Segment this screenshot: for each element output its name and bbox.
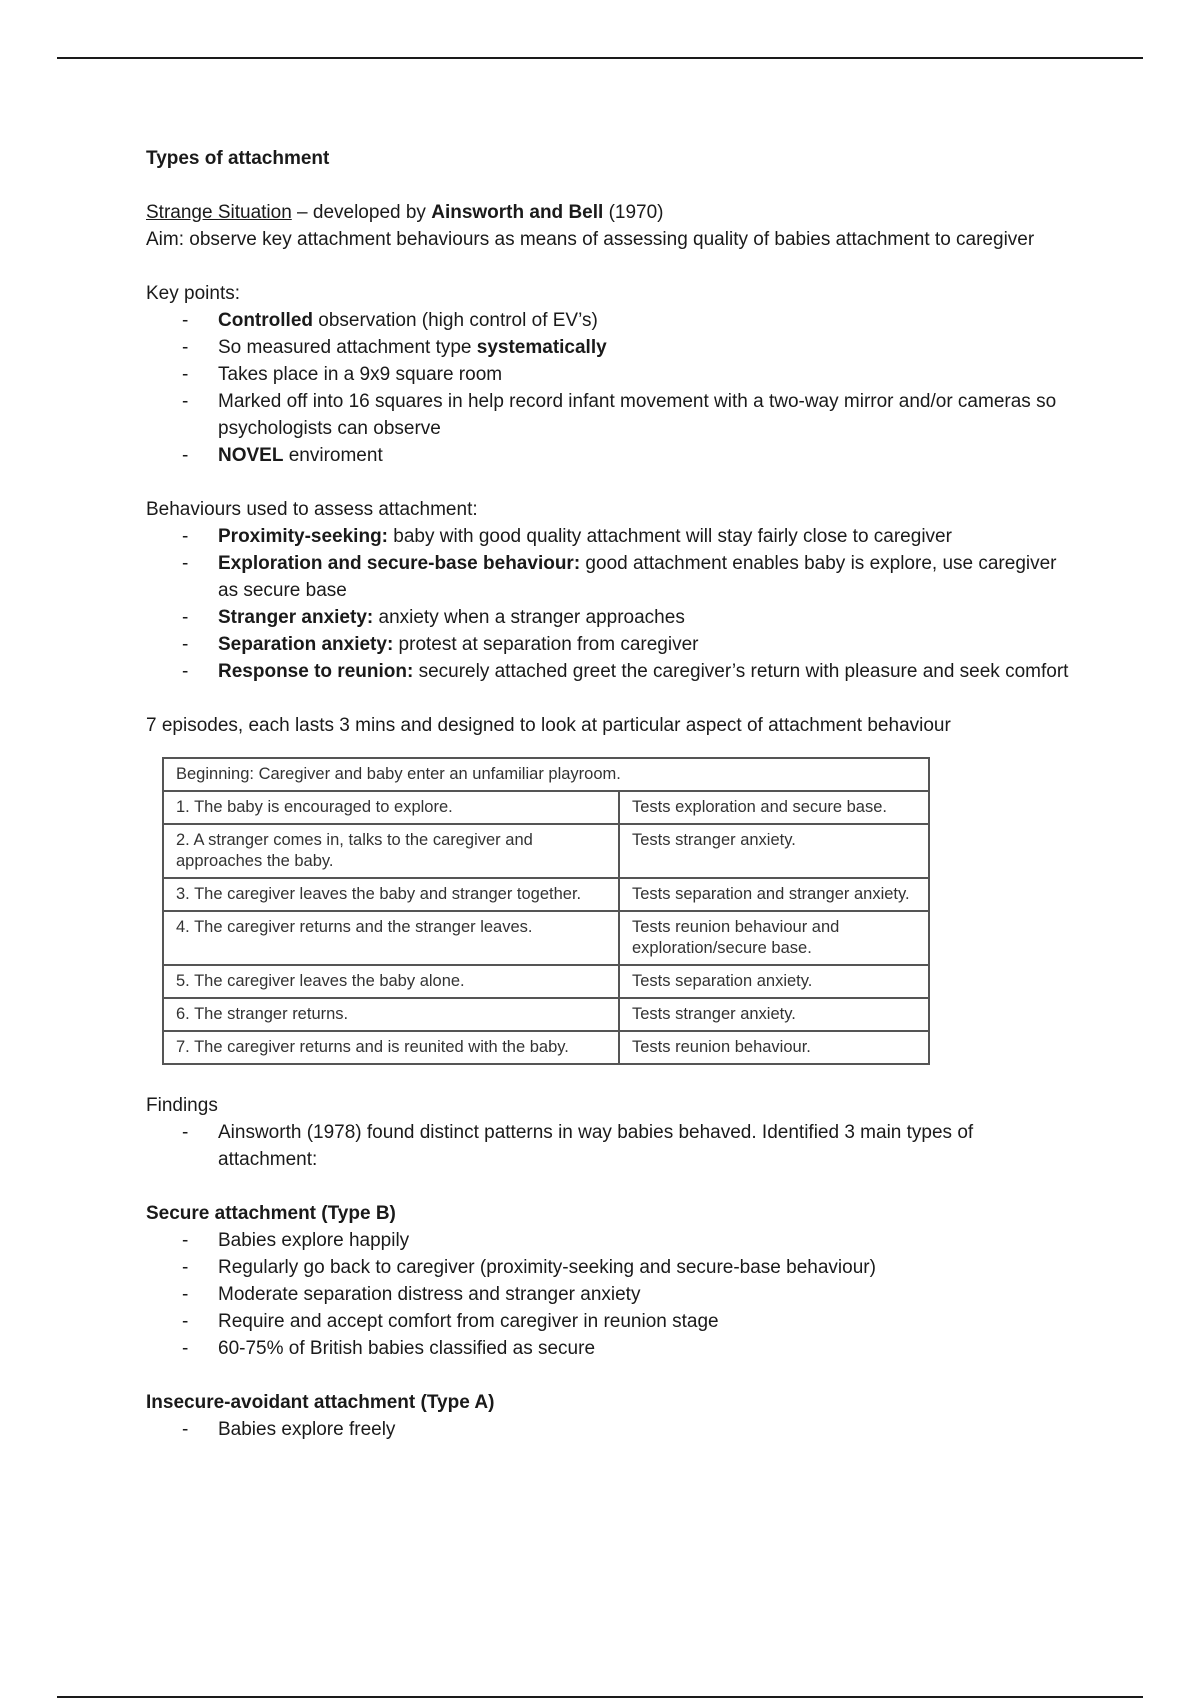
behaviours-list <box>146 523 1076 685</box>
episode-text: The caregiver leaves the baby alone. <box>194 972 465 990</box>
bullet-dash: - <box>182 553 189 574</box>
item-bold: Response to reunion: <box>218 661 414 682</box>
item-bold: Stranger anxiety: <box>218 607 374 628</box>
episode-number: 5. <box>176 972 190 990</box>
episode-text: The caregiver leaves the baby and stranger together. <box>194 885 582 903</box>
episode-number: 1. <box>176 798 190 816</box>
table-row <box>163 965 929 998</box>
secure-list <box>146 1227 1076 1362</box>
bullet-dash: - <box>182 1419 189 1440</box>
table-cell-episode <box>163 965 619 998</box>
list-item <box>146 604 1076 631</box>
strange-situation-authors: Ainsworth and Bell <box>431 202 604 223</box>
bullet-dash: - <box>182 364 189 385</box>
document-body <box>146 145 1076 1443</box>
item-text: Regularly go back to caregiver (proximity-seeking and secure-base behaviour) <box>218 1257 876 1278</box>
item-bold: Exploration and secure-base behaviour: <box>218 553 581 574</box>
episode-text: A stranger comes in, talks to the caregiver and approaches the baby. <box>176 831 533 870</box>
item-text: Babies explore happily <box>218 1230 410 1251</box>
episode-text: The stranger returns. <box>194 1005 349 1023</box>
item-bold: Separation anxiety: <box>218 634 394 655</box>
table-cell-test: Tests reunion behaviour and exploration/secure base. <box>619 911 929 965</box>
table-cell-test: Tests stranger anxiety. <box>619 824 929 878</box>
list-item <box>146 388 1076 442</box>
bullet-dash: - <box>182 391 189 412</box>
table-cell-episode <box>163 998 619 1031</box>
item-bold: Controlled <box>218 310 313 331</box>
list-item <box>146 631 1076 658</box>
episode-number: 3. <box>176 885 190 903</box>
table-row <box>163 998 929 1031</box>
strange-situation-sep: – developed by <box>291 202 432 223</box>
list-item <box>146 334 1076 361</box>
item-text: Ainsworth (1978) found distinct patterns in way babies behaved. Identified 3 main types of attachment: <box>218 1122 974 1170</box>
table-cell-test: Tests reunion behaviour. <box>619 1031 929 1064</box>
bullet-dash: - <box>182 1338 189 1359</box>
bullet-dash: - <box>182 337 189 358</box>
list-item <box>146 1308 1076 1335</box>
key-points-heading: Key points: <box>146 283 240 304</box>
bullet-dash: - <box>182 445 189 466</box>
episode-text: The caregiver returns and is reunited with the baby. <box>194 1038 569 1056</box>
avoidant-list <box>146 1416 1076 1443</box>
table-cell-episode <box>163 791 619 824</box>
avoidant-heading: Insecure-avoidant attachment (Type A) <box>146 1392 495 1413</box>
item-text: anxiety when a stranger approaches <box>373 607 685 628</box>
bullet-dash: - <box>182 661 189 682</box>
strange-situation-table <box>162 757 930 1065</box>
episode-number: 4. <box>176 918 190 936</box>
episodes-text: 7 episodes, each lasts 3 mins and designed to look at particular aspect of attachment behaviour <box>146 715 951 736</box>
table-cell-episode <box>163 824 619 878</box>
table-cell-episode <box>163 911 619 965</box>
list-item <box>146 1254 1076 1281</box>
episode-number: 6. <box>176 1005 190 1023</box>
strange-situation-label: Strange Situation <box>146 202 292 223</box>
findings-heading: Findings <box>146 1095 218 1116</box>
item-text: Marked off into 16 squares in help record infant movement with a two-way mirror and/or cameras so psychologists can observe <box>218 391 1057 439</box>
item-bold: systematically <box>476 337 607 358</box>
item-text: good attachment enables baby is explore, use caregiver as secure base <box>218 553 1057 601</box>
list-item <box>146 307 1076 334</box>
bullet-dash: - <box>182 310 189 331</box>
bullet-dash: - <box>182 1311 189 1332</box>
findings-list <box>146 1119 1076 1173</box>
episode-number: 2. <box>176 831 190 849</box>
list-item <box>146 442 1076 469</box>
item-text: securely attached greet the caregiver’s return with pleasure and seek comfort <box>413 661 1069 682</box>
bullet-dash: - <box>182 607 189 628</box>
list-item <box>146 361 1076 388</box>
bullet-dash: - <box>182 526 189 547</box>
item-bold: Proximity-seeking: <box>218 526 388 547</box>
table-row <box>163 1031 929 1064</box>
episode-number: 7. <box>176 1038 190 1056</box>
item-text: Takes place in a 9x9 square room <box>218 364 503 385</box>
item-text: baby with good quality attachment will stay fairly close to caregiver <box>388 526 952 547</box>
list-item <box>146 1281 1076 1308</box>
item-text: Moderate separation distress and stranger anxiety <box>218 1284 641 1305</box>
key-points-list <box>146 307 1076 469</box>
table-cell-test: Tests stranger anxiety. <box>619 998 929 1031</box>
table-row <box>163 824 929 878</box>
list-item <box>146 1416 1076 1443</box>
bullet-dash: - <box>182 1230 189 1251</box>
strange-situation-year: (1970) <box>603 202 664 223</box>
table-cell-episode <box>163 1031 619 1064</box>
table-cell-test: Tests separation and stranger anxiety. <box>619 878 929 911</box>
list-item <box>146 1227 1076 1254</box>
bottom-rule <box>57 1696 1143 1698</box>
page-title: Types of attachment <box>146 148 330 169</box>
item-text: enviroment <box>283 445 383 466</box>
list-item <box>146 1335 1076 1362</box>
item-bold: NOVEL <box>218 445 284 466</box>
list-item <box>146 550 1076 604</box>
table-row <box>163 878 929 911</box>
table-cell-episode <box>163 878 619 911</box>
bullet-dash: - <box>182 634 189 655</box>
table-cell-test: Tests exploration and secure base. <box>619 791 929 824</box>
table-header-cell: Beginning: Caregiver and baby enter an unfamiliar playroom. <box>163 758 929 791</box>
item-text: So measured attachment type <box>218 337 477 358</box>
item-text: protest at separation from caregiver <box>393 634 699 655</box>
behaviours-heading: Behaviours used to assess attachment: <box>146 499 478 520</box>
bullet-dash: - <box>182 1284 189 1305</box>
secure-heading: Secure attachment (Type B) <box>146 1203 396 1224</box>
list-item <box>146 658 1076 685</box>
list-item <box>146 1119 1076 1173</box>
top-rule <box>57 57 1143 59</box>
table-row <box>163 911 929 965</box>
bullet-dash: - <box>182 1257 189 1278</box>
episode-text: The baby is encouraged to explore. <box>194 798 453 816</box>
aim-text: Aim: observe key attachment behaviours as means of assessing quality of babies attachment to caregiver <box>146 229 1035 250</box>
item-text: Require and accept comfort from caregiver in reunion stage <box>218 1311 719 1332</box>
strange-situation-line <box>146 199 1076 226</box>
item-text: observation (high control of EV’s) <box>313 310 598 331</box>
table-row <box>163 791 929 824</box>
episode-text: The caregiver returns and the stranger leaves. <box>194 918 533 936</box>
item-text: 60-75% of British babies classified as secure <box>218 1338 596 1359</box>
bullet-dash: - <box>182 1122 189 1143</box>
list-item <box>146 523 1076 550</box>
table-header-row <box>163 758 929 791</box>
item-text: Babies explore freely <box>218 1419 396 1440</box>
table-cell-test: Tests separation anxiety. <box>619 965 929 998</box>
